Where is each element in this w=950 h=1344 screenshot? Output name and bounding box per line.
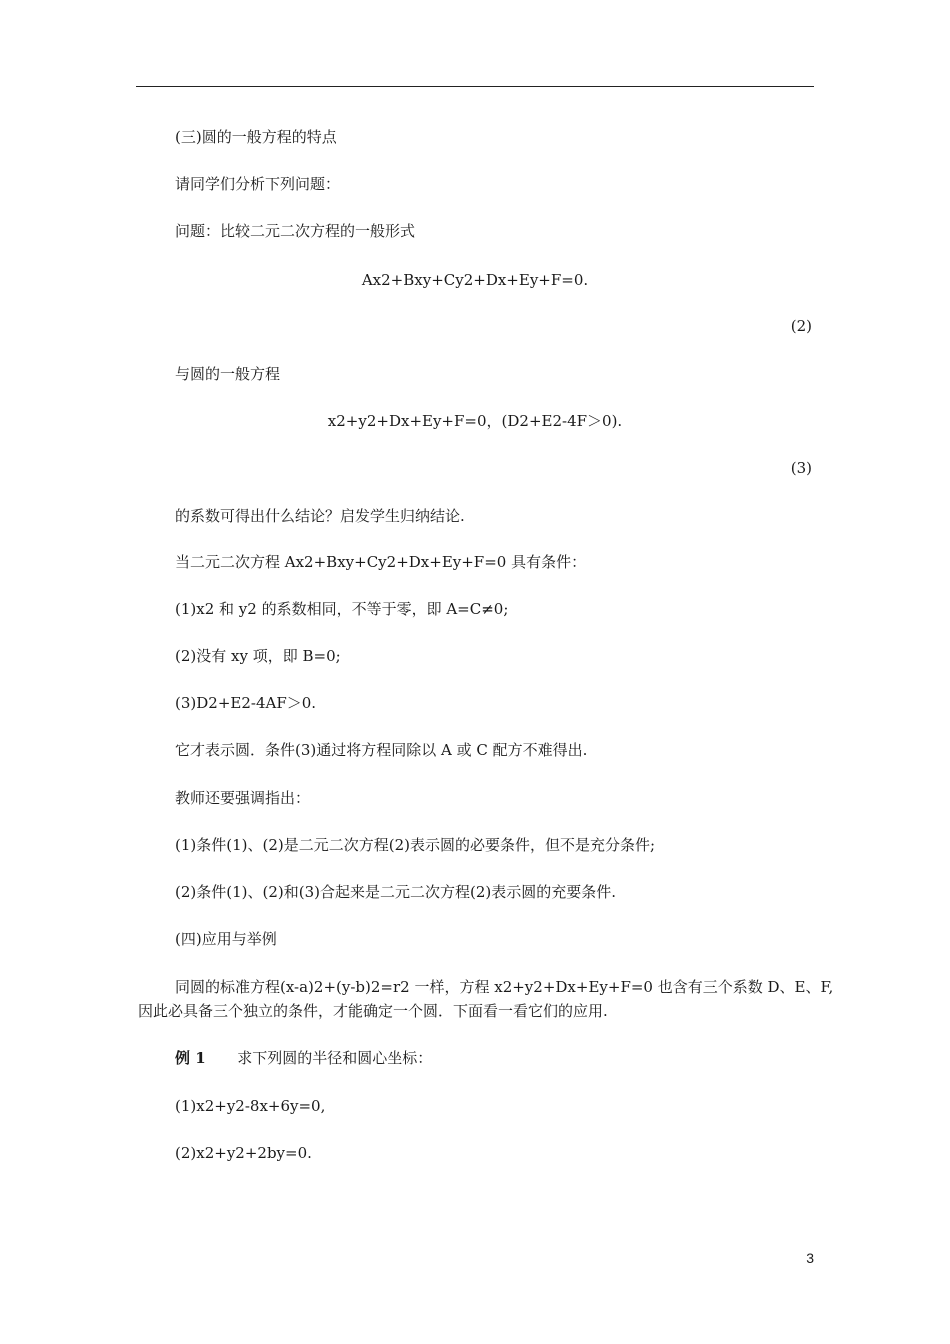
section-heading-3: (三)圆的一般方程的特点 bbox=[175, 128, 337, 146]
example-1 bbox=[175, 1048, 432, 1068]
equation-number: (3) bbox=[790, 459, 812, 477]
condition-item: (2)没有 xy 项，即 B=0; bbox=[175, 647, 341, 665]
paragraph: 与圆的一般方程 bbox=[175, 365, 281, 383]
emphasis-item: (1)条件(1)、(2)是二元二次方程(2)表示圆的必要条件，但不是充分条件; bbox=[175, 836, 656, 854]
example-item: (1)x2+y2-8x+6y=0, bbox=[175, 1097, 326, 1115]
paragraph: 同圆的标准方程(x-a)2+(y-b)2=r2 一样，方程 x2+y2+Dx+Ey+F=0 也含有三个系数 D、E、F, bbox=[175, 978, 834, 996]
condition-item: (3)D2+E2-4AF＞0. bbox=[175, 694, 317, 712]
header-rule bbox=[136, 86, 814, 87]
emphasis-item: (2)条件(1)、(2)和(3)合起来是二元二次方程(2)表示圆的充要条件. bbox=[175, 883, 617, 901]
page-number: 3 bbox=[806, 1250, 814, 1266]
paragraph: 当二元二次方程 Ax2+Bxy+Cy2+Dx+Ey+F=0 具有条件： bbox=[175, 553, 587, 571]
paragraph: 问题：比较二元二次方程的一般形式 bbox=[175, 222, 416, 240]
paragraph: 教师还要强调指出： bbox=[175, 789, 311, 807]
equation-general-form: Ax2+Bxy+Cy2+Dx+Ey+F=0. bbox=[361, 271, 589, 289]
condition-item: (1)x2 和 y2 的系数相同，不等于零，即 A=C≠0; bbox=[175, 600, 509, 618]
paragraph: 它才表示圆．条件(3)通过将方程同除以 A 或 C 配方不难得出. bbox=[175, 741, 588, 759]
example-label: 例 1 bbox=[175, 1049, 206, 1067]
paragraph-continued: 因此必具备三个独立的条件，才能确定一个圆．下面看一看它们的应用. bbox=[138, 1002, 608, 1020]
example-text: 求下列圆的半径和圆心坐标： bbox=[237, 1049, 433, 1067]
equation-circle-general: x2+y2+Dx+Ey+F=0，(D2+E2-4F＞0). bbox=[327, 412, 623, 430]
paragraph: 的系数可得出什么结论？启发学生归纳结论. bbox=[175, 507, 465, 525]
paragraph: 请同学们分析下列问题： bbox=[175, 175, 341, 193]
example-item: (2)x2+y2+2by=0. bbox=[175, 1144, 312, 1162]
section-heading-4: (四)应用与举例 bbox=[175, 930, 277, 948]
equation-number: (2) bbox=[790, 317, 812, 335]
